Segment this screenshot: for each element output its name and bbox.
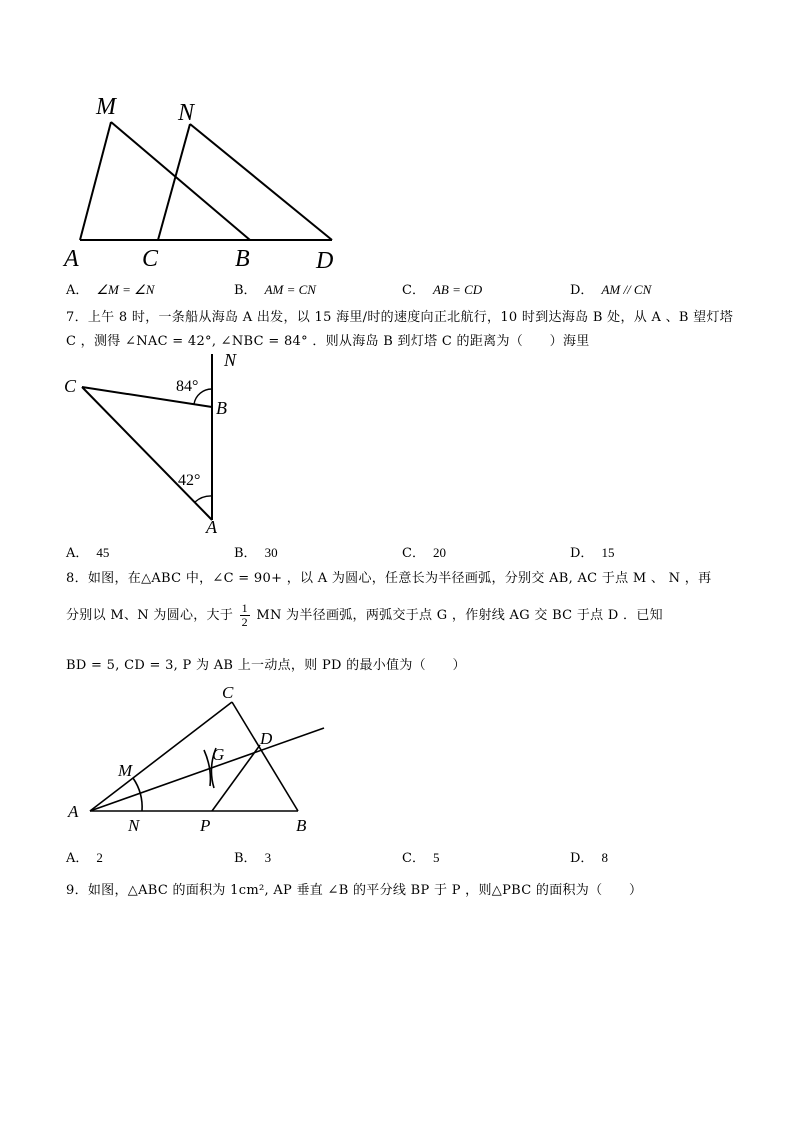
q8-text-line-3: BD = 5, CD = 3, P 为 AB 上一动点，则 PD 的最小值为（ ）: [66, 658, 466, 673]
segment-ca: [82, 387, 212, 520]
label-c: C: [222, 683, 234, 702]
fraction-numerator: 1: [241, 601, 248, 615]
label-c: C: [64, 376, 77, 396]
q7-options: [66, 542, 746, 560]
angle-label-84: 84°: [176, 378, 199, 395]
label-b: B: [235, 246, 250, 272]
angle-label-42: 42°: [178, 472, 201, 489]
label-n: N: [128, 816, 140, 835]
label-b: B: [216, 398, 227, 418]
q6-option-d[interactable]: D． AM // CN: [570, 282, 652, 298]
q7-option-c[interactable]: C． 20: [402, 545, 446, 561]
label-m: M: [96, 94, 116, 120]
q7-option-d[interactable]: D． 15: [570, 545, 615, 561]
figure-q6: [60, 90, 360, 275]
label-d: D: [260, 729, 273, 748]
label-m: M: [118, 761, 133, 780]
fraction-denominator: 2: [241, 615, 248, 629]
segment-ac: [90, 702, 232, 811]
q8-option-b[interactable]: B． 3: [234, 850, 272, 866]
label-a: A: [64, 246, 79, 272]
q8-option-d[interactable]: D． 8: [570, 850, 608, 866]
label-n: N: [178, 100, 195, 126]
q7-option-b[interactable]: B． 30: [234, 545, 278, 561]
q8-option-a[interactable]: A． 2: [66, 850, 103, 866]
q8-line-2-post: MN 为半径画弧，两弧交于点 G ，作射线 AG 交 BC 于点 D ．已知: [256, 608, 663, 623]
q8-text-line-1: 8．如图，在△ABC 中，∠C = 90+ ，以 A 为圆心，任意长为半径画弧，分别交 AB, AC 于点 M 、 N ，再: [66, 571, 712, 586]
q7-option-a[interactable]: A． 45: [66, 545, 110, 561]
q6-option-b[interactable]: B． AM = CN: [234, 282, 316, 298]
segment-mb: [111, 122, 250, 240]
q9-text-line-1: 9．如图，△ABC 的面积为 1cm², AP 垂直 ∠B 的平分线 BP 于 P ，则△PBC 的面积为（ ）: [66, 883, 643, 898]
label-a: A: [68, 802, 79, 821]
label-p: P: [200, 816, 211, 835]
label-c: C: [142, 246, 159, 272]
q8-line-2-pre: 分别以 M、N 为圆心，大于: [66, 608, 234, 623]
label-b: B: [296, 816, 307, 835]
segment-nd: [190, 124, 332, 240]
q8-option-c[interactable]: C． 5: [402, 850, 440, 866]
q6-options: [66, 279, 746, 297]
label-g: G: [212, 745, 225, 764]
label-n: N: [224, 350, 237, 370]
label-d: D: [316, 248, 334, 274]
q6-option-a[interactable]: A． ∠M = ∠N: [66, 282, 155, 298]
label-a: A: [206, 517, 217, 537]
q7-text-line-1: 7．上午 8 时，一条船从海岛 A 出发，以 15 海里/时的速度向正北航行，10 时到达海岛 B 处，从 A 、B 望灯塔: [66, 310, 734, 325]
q6-option-c[interactable]: C． AB = CD: [402, 282, 483, 298]
q8-text-line-2: [66, 602, 663, 629]
segment-cn: [158, 124, 190, 240]
fraction-half: [240, 602, 250, 629]
figure-q7: [60, 350, 250, 535]
q7-text-line-2: C ，测得 ∠NAC = 42°, ∠NBC = 84° ．则从海岛 B 到灯塔 C 的距离为（ ）海里: [66, 334, 590, 349]
angle-arc-a: [195, 496, 212, 502]
segment-am: [80, 122, 111, 240]
q8-options: [66, 847, 746, 865]
arc-g-1: [204, 750, 210, 786]
figure-q8: [62, 680, 342, 840]
